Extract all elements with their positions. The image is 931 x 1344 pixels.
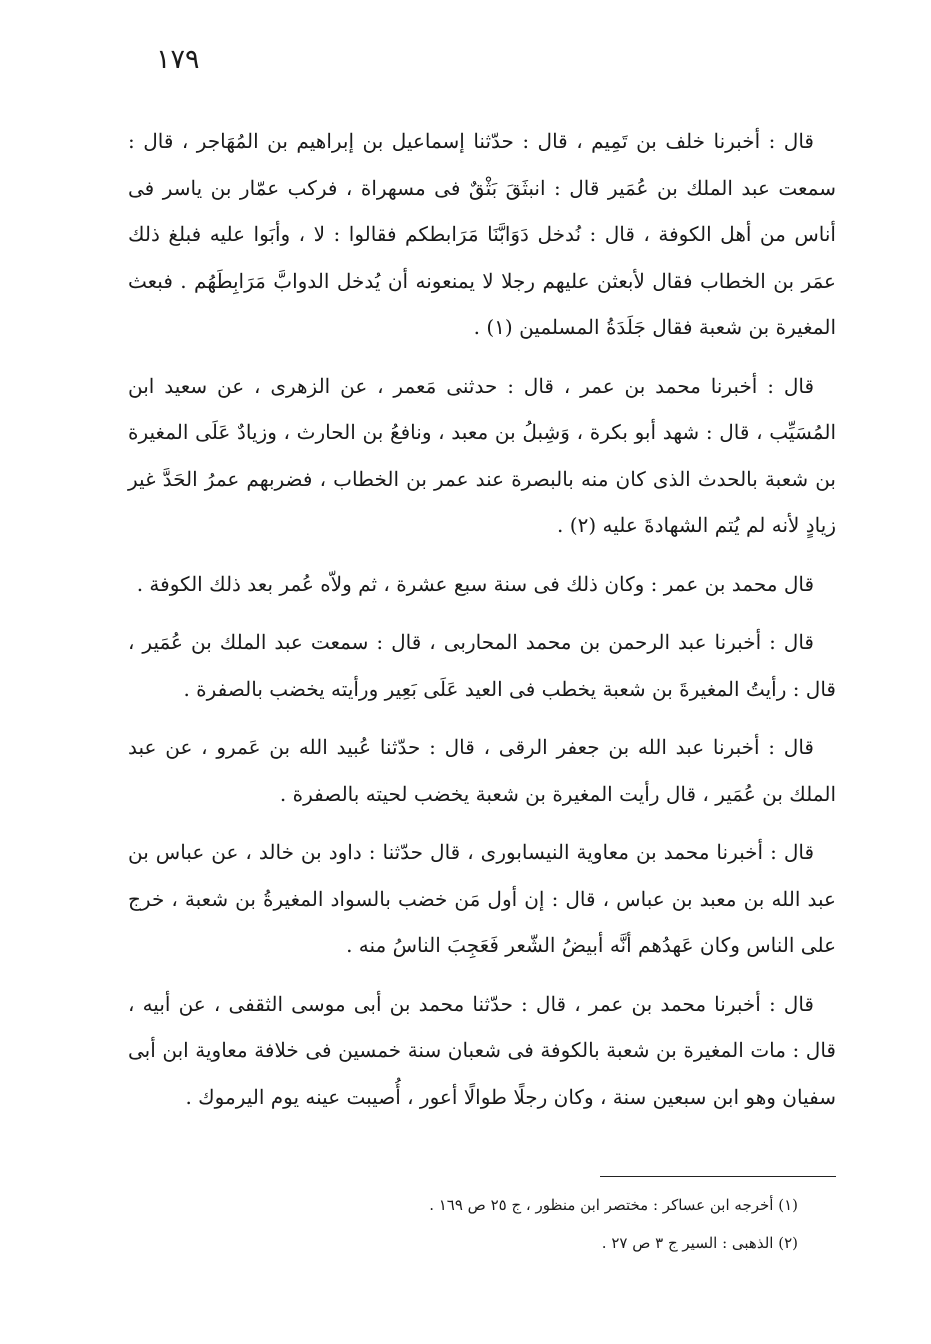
paragraph: قال : أخبرنا خلف بن تَمِيم ، قال : حدّثنا إسماعيل بن إبراهيم بن المُهَاجر ، قال : سمعت عبد الملك بن عُمَير قال : انبثَقَ بَثْقٌ فى مسهراة ، فركب عمّار بن ياسر فى أناس من أهل الكوفة ، قال : نُدخل دَوَابَّنَا مَرَابطكم فقالوا : لا ، وأبَوا عليه فبلغ ذلك عمَر بن الخطاب فقال لأبعثن عليهم رجلا لا يمنعونه أن يُدخل الدوابَّ مَرَابِطَهُم . فبعث المغيرة بن شعبة فقال جَلَدَةُ المسلمين (١) . (128, 129, 836, 339)
paragraph: قال : أخبرنا عبد الرحمن بن محمد المحاربى ، قال : سمعت عبد الملك بن عُمَير ، قال : رأيتُ المغيرةَ بن شعبة يخطب فى العيد عَلَى بَعِير ورأيته يخضب بالصفرة . (128, 630, 836, 701)
footnote-divider (600, 1176, 836, 1177)
footnotes (128, 1186, 798, 1262)
page-number: ١٧٩ (156, 44, 200, 75)
paragraph: قال : أخبرنا محمد بن عمر ، قال : حدّثنا محمد بن أبى موسى الثقفى ، عن أبيه ، قال : مات المغيرة بن شعبة بالكوفة فى شعبان سنة خمسين فى خلافة معاوية ابن أبى سفيان وهو ابن سبعين سنة ، وكان رجلًا طوالًا أعور ، أُصيبت عينه يوم اليرموك . (128, 991, 836, 1109)
footnote: (٢) الذهبى : السير ج ٣ ص ٢٧ . (601, 1234, 798, 1252)
paragraph: قال : أخبرنا عبد الله بن جعفر الرقى ، قال : حدّثنا عُبيد الله بن عَمرو ، عن عبد الملك بن عُمَير ، قال رأيت المغيرة بن شعبة يخضب لحيته بالصفرة . (128, 735, 836, 806)
paragraph: قال : أخبرنا محمد بن معاوية النيسابورى ، قال حدّثنا : داود بن خالد ، عن عباس بن عبد الله بن معبد بن عباس ، قال : إن أول مَن خضب بالسواد المغيرةُ بن شعبة ، خرج على الناس وكان عَهدُهم أنَّه أبيضُ الشّعر فَعَجِبَ الناسُ منه . (128, 840, 836, 957)
body-text (128, 118, 836, 1120)
paragraph: قال محمد بن عمر : وكان ذلك فى سنة سبع عشرة ، ثم ولاّه عُمر بعد ذلك الكوفة . (136, 571, 814, 596)
paragraph: قال : أخبرنا محمد بن عمر ، قال : حدثنى مَعمر ، عن الزهرى ، عن سعيد ابن المُسَيِّب ، قال : شهد أبو بكرة ، وَشِبلُ بن معبد ، ونافعُ بن الحارث ، وزيادٌ عَلَى المغيرة بن شعبة بالحدث الذى كان منه بالبصرة عند عمر بن الخطاب ، فضربهم عمرُ الحَدَّ غير زيادٍ لأنه لم يُتم الشهادةَ عليه (٢) . (128, 373, 836, 537)
footnote: (١) أخرجه ابن عساكر : مختصر ابن منظور ، ج ٢٥ ص ١٦٩ . (429, 1196, 798, 1214)
